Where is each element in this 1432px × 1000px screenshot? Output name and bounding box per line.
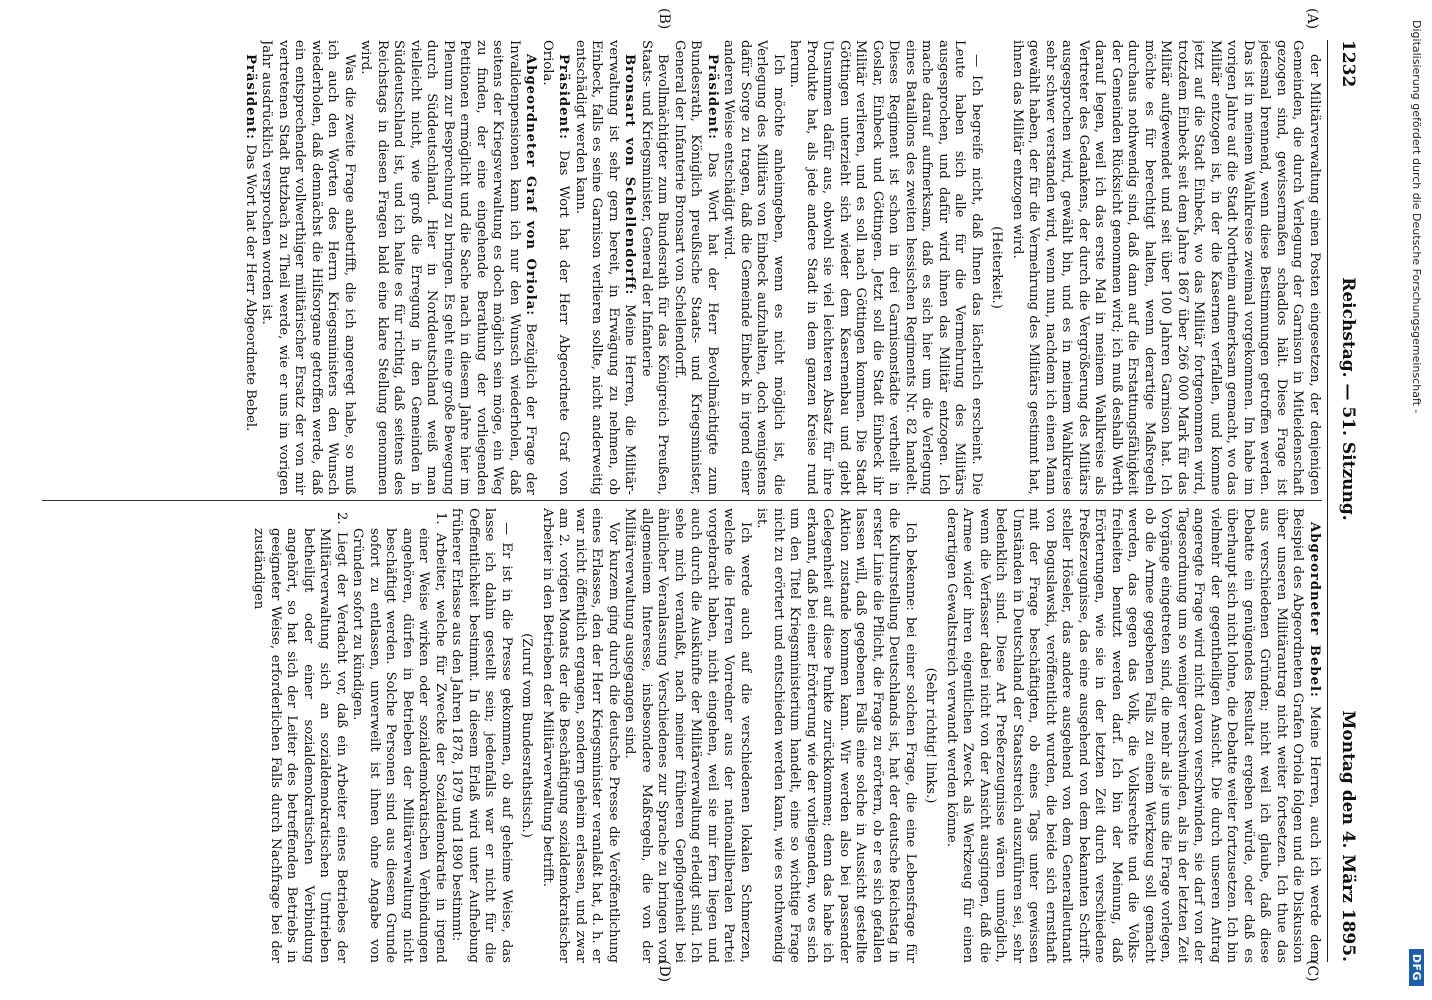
text-paragraph: Vor kurzem ging durch die deutsche Presse die Veröffentlichung eines Erlasses, den der Herr Kriegsminister veranlaßt hat, d. h. er war nicht öffentlich ergangen, sondern geheim erlassen, und zwar am 2. vorigen Monats der die Beschäftigung sozialdemokratischer Arbeiter in den Betrieben der Militärverwaltung betrifft.	[540, 508, 621, 963]
speech-text: Das Wort hat der Herr Abgeordnete Graf von Oriola.	[540, 40, 572, 495]
speech-text: Bezüglich der Frage der Invalidenpensionen kann ich nur den Wunsch wiederholen, daß seitens der Kriegsverwaltung es doch möglich sein möge, ein Weg zu finden, der eine eingehende Berathung der vorliegenden Petitionen ermöglicht und die Sache nach in diesem Jahre hier im Plenum zur Besprechung zu bringen. Es geht eine große Bewegung durch Süddeutschland. Hier in Norddeutschland weiß man vielleicht nicht, wie groß die Erregung in den Gemeinden in Süddeutschland ist, und ich halte es für richtig, daß seitens des Reichstags in diesen Fragen bald eine klare Stellung genommen wird.	[358, 40, 539, 495]
column-divider	[42, 500, 1322, 501]
speech-paragraph	[539, 40, 572, 495]
interjection: (Sehr richtig! links.)	[923, 667, 939, 804]
text-paragraph: Ich möchte anheimgeben, wenn es nicht möglich ist, die Verlegung des Militärs von Einbeck aufzuhalten, doch wenigstens dafür Sorge zu tragen, daß die Gemeinde Einbeck in irgend einer anderen Weise entschädigt wird.	[721, 40, 786, 495]
left-text-column	[32, 40, 1322, 495]
speaker-name: Bronsart von Schellendorff:	[622, 54, 638, 296]
text-paragraph: Ich bekenne: bei einer solchen Frage, die eine Lebensfrage für die Kulturstellung Deutschlands ist, hat der deutsche Reichstag in erster Linie die Pflicht, die Frage zu erörtern, ob er es sich gefallen lassen will, daß gegebenen Falls eine solche in Aussicht gestellte Aktion zustande kommen kann. Wir werden also bei passender Gelegenheit auf diese Punkte zurückkommen; denn das habe ich erkannt, daß bei einer Erörterung wie der vorliegenden, wo es sich um den Titel Kriegsministerium handelt, eine so wichtige Frage nicht zu erörtert und entschieden werden kann, wie es nothwendig ist.	[754, 508, 918, 963]
speech-text: Das Wort hat der Herr Bevollmächtigte zum Bundesrath, Königlich preußische Staats- und Kriegsminister, General der Infanterie Bronsart von Schellendorff.	[672, 40, 720, 495]
speech-paragraph	[671, 40, 721, 495]
text-paragraph: Bevollmächtigter zum Bundesrath für das Königreich Preußen, Staats- und Kriegsminister, General der Infanterie	[639, 40, 671, 495]
speech-paragraph	[572, 40, 638, 495]
interjection: (Heiterkeit.)	[989, 226, 1005, 309]
page-number: 1232	[1338, 40, 1358, 88]
interjection: (Zuruf vom Bundesrathstisch.)	[519, 633, 535, 838]
list-item: 2. Liegt der Verdacht vor, daß ein Arbeiter eines Betriebes der Militärverwaltung sich an sozialdemokratischen Umtrieben betheiligt oder einer sozialdemokratischen Verbindung angehört, so hat sich der Leiter des betreffenden Betriebs in geeigneter Weise, erforderlichen Falls durch Nachfrage bei der zuständigen	[251, 512, 349, 963]
speech-paragraph	[943, 508, 1323, 963]
speaker-name: Abgeordneter Graf von Oriola:	[523, 54, 539, 317]
speech-paragraph	[242, 40, 259, 495]
speaker-name: Präsident:	[243, 54, 258, 141]
text-paragraph: — Er ist in die Presse gekommen, ob auf geheime Weise, das lasse ich dahin gestellt sein; jedenfalls war er nicht für die Oeffentlichkeit bestimmt. In diesem Erlaß wird unter Aufhebung früherer Erlasse aus den Jahren 1878, 1879 und 1890 bestimmt:	[449, 508, 514, 963]
text-paragraph: — Ich begreife nicht, daß Ihnen das lächerlich erscheint. Die Leute haben sich alle für die Vermehrung des Militärs ausgesprochen, und dafür wird ihnen das Militär entzogen. Ich mache darauf aufmerksam, daß es sich hier um die Verlegung eines Bataillons des zweiten hessischen Regiments Nr. 82 handelt. Dieses Regiment ist schon in drei Garnisonstädte vertheilt in Goslar, Einbeck und Göttingen. Jetzt soll die Stadt Einbeck ihr Militär verlieren, und es soll nach Göttingen kommen. Die Stadt Göttingen unterzieht sich wieder dem Kasernenbau und giebt Unsummen dafür aus, obwohl sie viel leichteren Absatz für ihre Produkte hat, als jede andere Stadt in dem ganzen Kreise rund herum.	[787, 40, 984, 495]
digitization-note: Digitalisierung gefördert durch die Deutsche Forschungsgemeinschaft -	[1410, 20, 1424, 414]
digitization-credit	[1402, 0, 1432, 1000]
session-date: Montag den 4. März 1895.	[1338, 710, 1358, 962]
margin-mark-b: (B)	[656, 8, 672, 30]
session-title: Reichstag. — 51. Sitzung.	[1338, 277, 1358, 521]
dfg-logo-icon: DFG	[1410, 949, 1425, 986]
text-paragraph: Was die zweite Frage anbetrifft, die ich angeregt habe, so muß ich auch den Worten des Herrn Kriegsministers den Wunsch wiederholen, daß demnächst die Hilfsorgane getroffen werde, daß ein entsprechender vollwerthiger militärischer Ersatz der von mir vertretenen Stadt Butzbach zu Theil werde, wie er uns im vorigen Jahr ausdrücklich versprochen worden ist.	[259, 40, 357, 495]
text-paragraph: Ich werde auch auf die verschiedenen lokalen Schmerzen, welche die Herren Vorredner aus der nationalliberalen Partei vorgebracht haben, nicht eingehen, weil sie mir fern liegen und auch durch die Auskünfte der Militärverwaltung erledigt sind. Ich sehe mich veranlaßt, nach meiner früheren Gepflogenheit bei ähnlicher Veranlassung Verschiedenes zur Sprache zu bringen von allgemeinem Interesse, insbesondere Maßregeln, die von der Militärverwaltung ausgegangen sind.	[622, 508, 753, 963]
speaker-name: Abgeordneter Bebel:	[1307, 522, 1322, 698]
speaker-name: Präsident:	[556, 54, 572, 141]
speaker-name: Präsident:	[705, 54, 720, 141]
speech-paragraph	[357, 40, 539, 495]
speech-text: Meine Herren, die Militärverwaltung ist sehr gern bereit, in Erwägung zu nehmen, ob Einbeck, falls es seine Garnison verlieren sollte, nicht anderweitig entschädigt werden kann.	[573, 40, 638, 495]
list-item: 1. Arbeiter, welche für Zwecke der Sozialdemokratie in irgend einer Weise wirken oder sozialdemokratischen Verbindungen angehören, dürfen in Betrieben der Militärverwaltung nicht beschäftigt werden. Solche Personen sind aus diesem Grunde sofort zu entlassen, unverweilt ist ihnen ohne Angabe von Gründen sofort zu kündigen.	[350, 512, 448, 963]
speech-text: Meine Herren, auch ich werde dem Beispiel des Abgeordneten Grafen Oriola folgen und die Diskussion über unseren Militärantrag nicht weiter fortsetzen. Ich thue das aus verschiedenen Gründen; nicht weil ich glaube, daß diese Debatte ein genügendes Resultat ergeben würde, oder daß es überhaupt sich nicht lohne, die Debatte weiter fortzusetzen. Ich bin vielmehr der gegentheiligen Ansicht. Die durch unseren Antrag angeregte Frage wird nicht davon verschwinden, sie darf von der Tagesordnung um so weniger verschwinden, als in der letzten Zeit Vorgänge eingetreten sind, die mehr als je uns die Frage vorlegen, ob die Armee gegebenen Falls zu einem Werkzeug soll gemacht werden, das gegen das Volk, die Volksrechte und die Volksfreiheiten benutzt werden darf. Ich bin der Meinung, daß Erörterungen, wie sie in der letzten Zeit durch verschiedene Preßerzeugnisse, das eine ausgehend von dem bekannten Schriftsteller Höseler, das andere ausgehend von dem Generalleutnant von Boguslawski, veröffentlicht wurden, die beide sich ernsthaft mit der Frage beschäftigten, ob eines Tags unter gewissen Umständen in Deutschland der Staatsstreich auszuführen sei, sehr bedenklich sind. Diese Art Preßerzeugnisse wären unmöglich, wenn die Verfasser dabei nicht von der Ansicht ausgingen, daß die Armee wider ihren eigentlichen Zweck als Werkzeug für einen derartigen Gewaltstreich verwandt werden könne.	[944, 508, 1322, 963]
page-header	[1327, 40, 1358, 962]
margin-mark-c: (C)	[1304, 960, 1320, 982]
text-paragraph: der Militärverwaltung einen Posten eingesetzen, der denjenigen Gemeinden, die durch Verlegung der Garnison in Mitleidenschaft gezogen sind, gewissermaßen schadlos hält. Diese Frage ist jedesmal brennend, wenn diese Bestimmungen getroffen werden. Das ist in meinem Wahlkreise zweimal vorgekommen. Im habe im vorigen Jahre auf die Stadt Northeim aufmerksam gemacht, wo das Militär entzogen ist, in der die Kasernen verfallen, und komme jetzt auf die Stadt Einbeck, wo das Militär fortgenommen wird, trotzdem Einbeck seit dem Jahre 1867 über 266 000 Mark für das Militär aufgewendet und seit über 100 Jahren Garnison hat. Ich möchte es für berechtigt halten, wenn derartige Maßregeln durchaus nothwendig sind, daß dann auf die Erstattungsfähigkeit der Gemeinden Rücksicht genommen wird; ich muß deshalb Werth darauf legen, weil ich das erste Mal in meinem Wahlkreise als Vertreter des Gedankens, der durch die Vergrößerung des Militärs ausgesprochen wird, gewählt bin, und es in meinem Wahlkreise sehr schwer verstanden wird, wenn nun, nachdem ich einen Mann gewählt haben, der für die Vermehrung des Militärs gestimmt hat, ihnen das Militär entzogen wird.	[1010, 40, 1322, 495]
margin-mark-d: (D)	[656, 960, 672, 983]
margin-mark-a: (A)	[1304, 8, 1320, 30]
speech-text: Das Wort hat der Herr Abgeordnete Bebel.	[243, 144, 258, 432]
right-text-column	[32, 508, 1322, 963]
